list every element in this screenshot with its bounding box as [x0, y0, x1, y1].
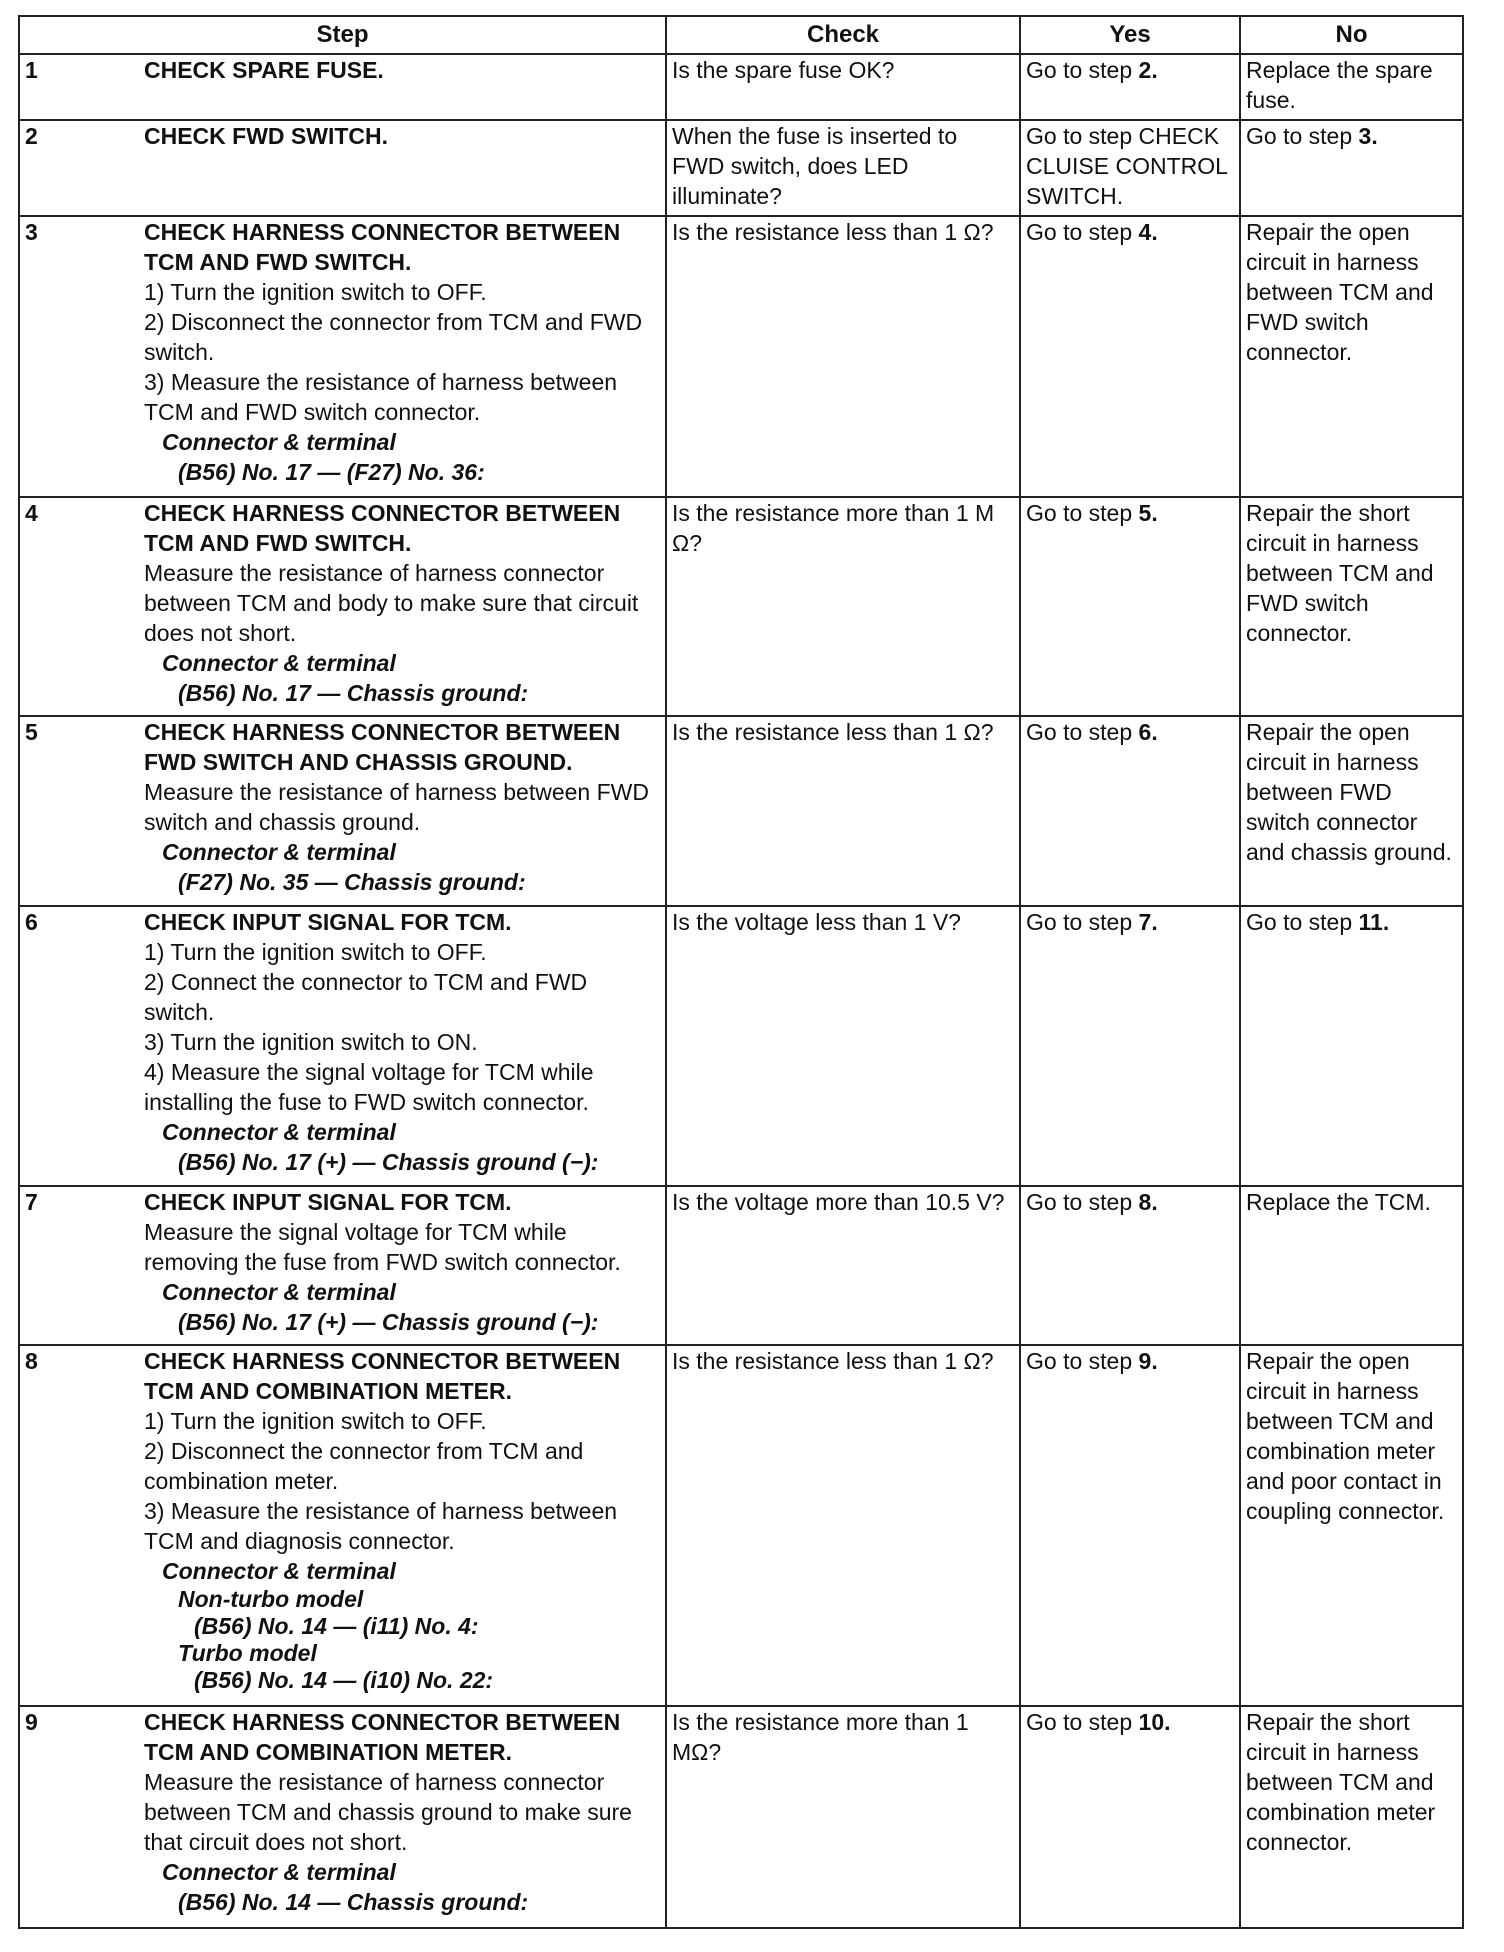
table-row — [19, 1706, 1463, 1928]
yes-step-ref: 7. — [1138, 909, 1158, 935]
step-instruction: 2) Disconnect the connector from TCM and FWD switch. — [144, 309, 643, 365]
no-cell: Repair the open circuit in harness between TCM and combination meter and poor contact in coupling connector. — [1240, 1345, 1463, 1706]
yes-step-ref: 8. — [1138, 1189, 1158, 1215]
model-label: Turbo model — [178, 1640, 317, 1666]
yes-step-ref: 2. — [1138, 57, 1158, 83]
terminal-spec: (B56) No. 14 — Chassis ground: — [178, 1889, 529, 1915]
step-instruction: 1) Turn the ignition switch to OFF. — [144, 1408, 487, 1434]
step-title: CHECK INPUT SIGNAL FOR TCM. — [144, 1189, 512, 1215]
table-row — [19, 906, 1463, 1186]
step-cell — [139, 497, 666, 716]
yes-cell — [1020, 54, 1240, 120]
model-label: Non-turbo model — [178, 1586, 364, 1612]
step-cell — [139, 1345, 666, 1706]
check-cell: Is the resistance less than 1 Ω? — [666, 216, 1020, 497]
yes-cell — [1020, 1345, 1240, 1706]
step-cell — [139, 1706, 666, 1928]
yes-prefix: Go to step — [1026, 219, 1133, 245]
connector-label: Connector & terminal — [162, 650, 396, 676]
connector-label: Connector & terminal — [162, 839, 396, 865]
step-instruction: 3) Turn the ignition switch to ON. — [144, 1029, 478, 1055]
check-cell: Is the resistance less than 1 Ω? — [666, 716, 1020, 906]
step-cell — [139, 216, 666, 497]
step-title: CHECK SPARE FUSE. — [144, 57, 384, 83]
step-instruction: 4) Measure the signal voltage for TCM while installing the fuse to FWD switch connector. — [144, 1059, 594, 1115]
yes-step-ref: 4. — [1138, 219, 1158, 245]
diagnostic-table — [18, 15, 1464, 1929]
check-cell: Is the spare fuse OK? — [666, 54, 1020, 120]
yes-prefix: Go to step — [1026, 500, 1133, 526]
check-cell: Is the resistance less than 1 Ω? — [666, 1345, 1020, 1706]
step-title: CHECK HARNESS CONNECTOR BETWEEN TCM AND COMBINATION METER. — [144, 1348, 621, 1404]
table-row — [19, 1186, 1463, 1345]
terminal-spec: (B56) No. 17 (+) — Chassis ground (−): — [178, 1309, 599, 1335]
yes-cell — [1020, 497, 1240, 716]
yes-cell — [1020, 216, 1240, 497]
check-cell: Is the resistance more than 1 MΩ? — [666, 1706, 1020, 1928]
header-check: Check — [666, 16, 1020, 54]
yes-step-ref: 6. — [1138, 719, 1158, 745]
step-instruction: 2) Disconnect the connector from TCM and combination meter. — [144, 1438, 584, 1494]
terminal-spec: (B56) No. 14 — (i10) No. 22: — [194, 1667, 494, 1693]
no-cell: Repair the open circuit in harness between FWD switch connector and chassis ground. — [1240, 716, 1463, 906]
header-no: No — [1240, 16, 1463, 54]
yes-prefix: Go to step — [1026, 1189, 1133, 1215]
step-instruction: 3) Measure the resistance of harness between TCM and FWD switch connector. — [144, 369, 618, 425]
step-instruction: 2) Connect the connector to TCM and FWD switch. — [144, 969, 588, 1025]
step-title: CHECK INPUT SIGNAL FOR TCM. — [144, 909, 512, 935]
step-instruction: 1) Turn the ignition switch to OFF. — [144, 279, 487, 305]
check-cell: Is the voltage less than 1 V? — [666, 906, 1020, 1186]
connector-label: Connector & terminal — [162, 1558, 396, 1584]
check-cell: When the fuse is inserted to FWD switch, does LED illuminate? — [666, 120, 1020, 216]
connector-label: Connector & terminal — [162, 1119, 396, 1145]
step-cell — [139, 120, 666, 216]
step-number: 9 — [19, 1706, 139, 1928]
yes-prefix: Go to step — [1026, 1709, 1133, 1735]
step-title: CHECK HARNESS CONNECTOR BETWEEN TCM AND FWD SWITCH. — [144, 500, 621, 556]
step-instruction: 1) Turn the ignition switch to OFF. — [144, 939, 487, 965]
yes-step-ref: 10. — [1138, 1709, 1171, 1735]
terminal-spec: (B56) No. 17 — (F27) No. 36: — [178, 459, 485, 485]
yes-prefix: Go to step — [1026, 909, 1133, 935]
terminal-spec: (F27) No. 35 — Chassis ground: — [178, 869, 526, 895]
yes-step-ref: 5. — [1138, 500, 1158, 526]
step-number: 8 — [19, 1345, 139, 1706]
step-cell — [139, 54, 666, 120]
no-cell: Replace the TCM. — [1240, 1186, 1463, 1345]
step-number: 1 — [19, 54, 139, 120]
step-number: 6 — [19, 906, 139, 1186]
table-row — [19, 120, 1463, 216]
step-instruction: 3) Measure the resistance of harness between TCM and diagnosis connector. — [144, 1498, 618, 1554]
yes-cell — [1020, 1706, 1240, 1928]
yes-cell — [1020, 906, 1240, 1186]
terminal-spec: (B56) No. 14 — (i11) No. 4: — [194, 1613, 479, 1639]
yes-prefix: Go to step — [1026, 719, 1133, 745]
step-number: 4 — [19, 497, 139, 716]
terminal-spec: (B56) No. 17 — Chassis ground: — [178, 680, 529, 706]
step-number: 2 — [19, 120, 139, 216]
no-prefix: Go to step — [1246, 123, 1353, 149]
terminal-spec: (B56) No. 17 (+) — Chassis ground (−): — [178, 1149, 599, 1175]
step-cell — [139, 1186, 666, 1345]
no-cell — [1240, 906, 1463, 1186]
check-cell: Is the voltage more than 10.5 V? — [666, 1186, 1020, 1345]
step-number: 3 — [19, 216, 139, 497]
step-number: 7 — [19, 1186, 139, 1345]
no-cell: Repair the open circuit in harness between TCM and FWD switch connector. — [1240, 216, 1463, 497]
no-cell: Repair the short circuit in harness between TCM and combination meter connector. — [1240, 1706, 1463, 1928]
no-step-ref: 3. — [1358, 123, 1378, 149]
header-yes: Yes — [1020, 16, 1240, 54]
yes-cell — [1020, 1186, 1240, 1345]
yes-step-ref: 9. — [1138, 1348, 1158, 1374]
step-instruction: Measure the resistance of harness between FWD switch and chassis ground. — [144, 779, 649, 835]
table-row — [19, 216, 1463, 497]
table-row — [19, 497, 1463, 716]
yes-cell — [1020, 716, 1240, 906]
step-instruction: Measure the resistance of harness connector between TCM and body to make sure that circuit does not short. — [144, 560, 639, 646]
no-prefix: Go to step — [1246, 909, 1353, 935]
step-title: CHECK HARNESS CONNECTOR BETWEEN TCM AND COMBINATION METER. — [144, 1709, 621, 1765]
no-cell — [1240, 120, 1463, 216]
connector-label: Connector & terminal — [162, 429, 396, 455]
no-cell: Repair the short circuit in harness between TCM and FWD switch connector. — [1240, 497, 1463, 716]
yes-cell: Go to step CHECK CLUISE CONTROL SWITCH. — [1020, 120, 1240, 216]
yes-prefix: Go to step — [1026, 57, 1133, 83]
step-title: CHECK HARNESS CONNECTOR BETWEEN TCM AND FWD SWITCH. — [144, 219, 621, 275]
table-row — [19, 54, 1463, 120]
yes-prefix: Go to step — [1026, 1348, 1133, 1374]
check-cell: Is the resistance more than 1 M Ω? — [666, 497, 1020, 716]
no-cell: Replace the spare fuse. — [1240, 54, 1463, 120]
step-instruction: Measure the signal voltage for TCM while removing the fuse from FWD switch connector. — [144, 1219, 621, 1275]
step-title: CHECK FWD SWITCH. — [144, 123, 389, 149]
step-cell — [139, 906, 666, 1186]
no-step-ref: 11. — [1358, 909, 1390, 935]
connector-label: Connector & terminal — [162, 1859, 396, 1885]
table-header-row — [19, 16, 1463, 54]
table-row — [19, 1345, 1463, 1706]
step-title: CHECK HARNESS CONNECTOR BETWEEN FWD SWITCH AND CHASSIS GROUND. — [144, 719, 621, 775]
step-cell — [139, 716, 666, 906]
connector-label: Connector & terminal — [162, 1279, 396, 1305]
header-step: Step — [19, 16, 666, 54]
step-instruction: Measure the resistance of harness connector between TCM and chassis ground to make sure that circuit does not short. — [144, 1769, 632, 1855]
step-number: 5 — [19, 716, 139, 906]
table-row — [19, 716, 1463, 906]
